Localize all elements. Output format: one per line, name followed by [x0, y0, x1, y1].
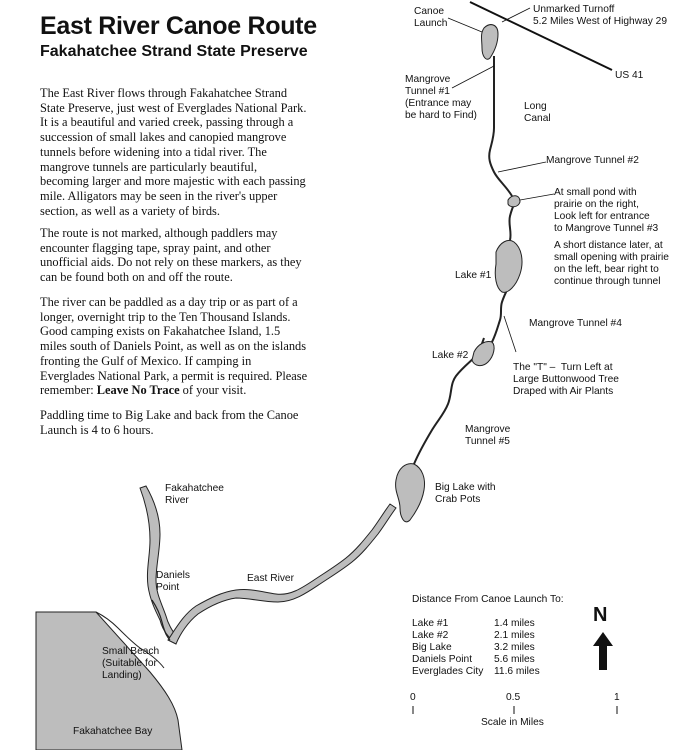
small-pond-leader: [520, 194, 554, 200]
label-mangrove-tunnel-1: Mangrove Tunnel #1 (Entrance may be hard to Find): [405, 74, 477, 121]
tunnel-2-leader: [498, 162, 546, 172]
paddling-time-paragraph: Paddling time to Big Lake and back from the Canoe Launch is 4 to 6 hours.: [40, 408, 299, 437]
scale-caption: Scale in Miles: [481, 717, 544, 728]
distance-miles: 5.6 miles: [494, 654, 535, 665]
creek-tunnel-2: [489, 128, 512, 196]
distance-miles: 3.2 miles: [494, 642, 535, 653]
page-subtitle: Fakahatchee Strand State Preserve: [40, 43, 308, 60]
big-lake-water: [396, 464, 425, 522]
label-big-lake: Big Lake with Crab Pots: [435, 482, 496, 505]
canoe-launch-leader: [448, 18, 482, 32]
label-long-canal: Long Canal: [524, 101, 551, 124]
camping-end-text: of your visit.: [179, 383, 247, 398]
camping-text: The river can be paddled as a day trip or as part of a longer, overnight trip to the Ten Thousand Islands. Good camping exists on Fakahatchee Island, 1.5 miles south of Daniels Point, as well as on the islands fronting the Gulf of Mexico. If camping in Everglades National Park, a permit is required. Please remember:: [40, 295, 308, 398]
page-title: East River Canoe Route: [40, 12, 317, 40]
north-label: N: [593, 604, 608, 626]
the-t-leader: [504, 316, 516, 352]
label-fakahatchee-bay: Fakahatchee Bay: [73, 726, 153, 737]
scale-label-0: 0: [410, 692, 416, 703]
creek-tunnel-4: [492, 288, 508, 342]
label-mangrove-tunnel-5: Mangrove Tunnel #5: [465, 424, 511, 447]
distance-miles: 11.6 miles: [494, 666, 540, 677]
label-short-distance: A short distance later, at small opening with prairie on the left, bear right to continue through tunnel: [554, 240, 669, 287]
fakahatchee-river-water: [140, 486, 176, 638]
north-arrow-icon: [593, 632, 613, 670]
label-daniels-point: Daniels Point: [156, 570, 190, 593]
unmarked-turnoff-leader: [502, 8, 530, 22]
label-the-t: The "T" – Turn Left at Large Buttonwood Tree Draped with Air Plants: [513, 362, 619, 397]
leave-no-trace-text: Leave No Trace: [96, 383, 180, 398]
distance-place: Big Lake: [412, 642, 452, 653]
intro-paragraph: The East River flows through Fakahatchee Strand State Preserve, just west of Everglades National Park. It is a beautiful and varied creek, passing through a succession of small lakes and canopied mangrove tunnels before widening into a tidal river. The mangrove tunnels are particularly beautiful, becoming larger and more majestic with each passing mile. Alligators may be seen in the river's upper section, as well as a variety of birds.: [40, 86, 307, 218]
label-small-beach: Small Beach (Suitable for Landing): [102, 646, 160, 681]
label-mangrove-tunnel-2: Mangrove Tunnel #2: [546, 155, 639, 166]
label-us41: US 41: [615, 70, 644, 81]
distance-place: Daniels Point: [412, 654, 473, 665]
distance-heading: Distance From Canoe Launch To:: [412, 594, 564, 605]
label-east-river: East River: [247, 573, 294, 584]
small-pond-water: [508, 196, 520, 207]
markers-paragraph: The route is not marked, although paddlers may encounter flagging tape, spray paint, and other unofficial aids. Do not rely on these markers, as they can be found both on and off the route.: [40, 226, 302, 285]
scale-label-1: 1: [614, 692, 620, 703]
distance-place: Lake #2: [412, 630, 449, 641]
lake-1-water: [495, 240, 522, 292]
lake-2-water: [472, 341, 494, 365]
label-canoe-launch: Canoe Launch: [414, 6, 448, 29]
label-fakahatchee-river: Fakahatchee River: [165, 483, 224, 506]
label-lake-1: Lake #1: [455, 270, 492, 281]
distance-miles: 1.4 miles: [494, 618, 535, 629]
label-unmarked-turnoff: Unmarked Turnoff 5.2 Miles West of Highway 29: [533, 4, 668, 27]
canoe-launch-water: [482, 25, 499, 60]
label-small-pond: At small pond with prairie on the right, Look left for entrance to Mangrove Tunnel #3: [554, 187, 659, 234]
distance-place: Everglades City: [412, 666, 484, 677]
label-lake-2: Lake #2: [432, 350, 469, 361]
distance-place: Lake #1: [412, 618, 449, 629]
distance-miles: 2.1 miles: [494, 630, 535, 641]
scale-label-half: 0.5: [506, 692, 521, 703]
label-mangrove-tunnel-4: Mangrove Tunnel #4: [529, 318, 622, 329]
